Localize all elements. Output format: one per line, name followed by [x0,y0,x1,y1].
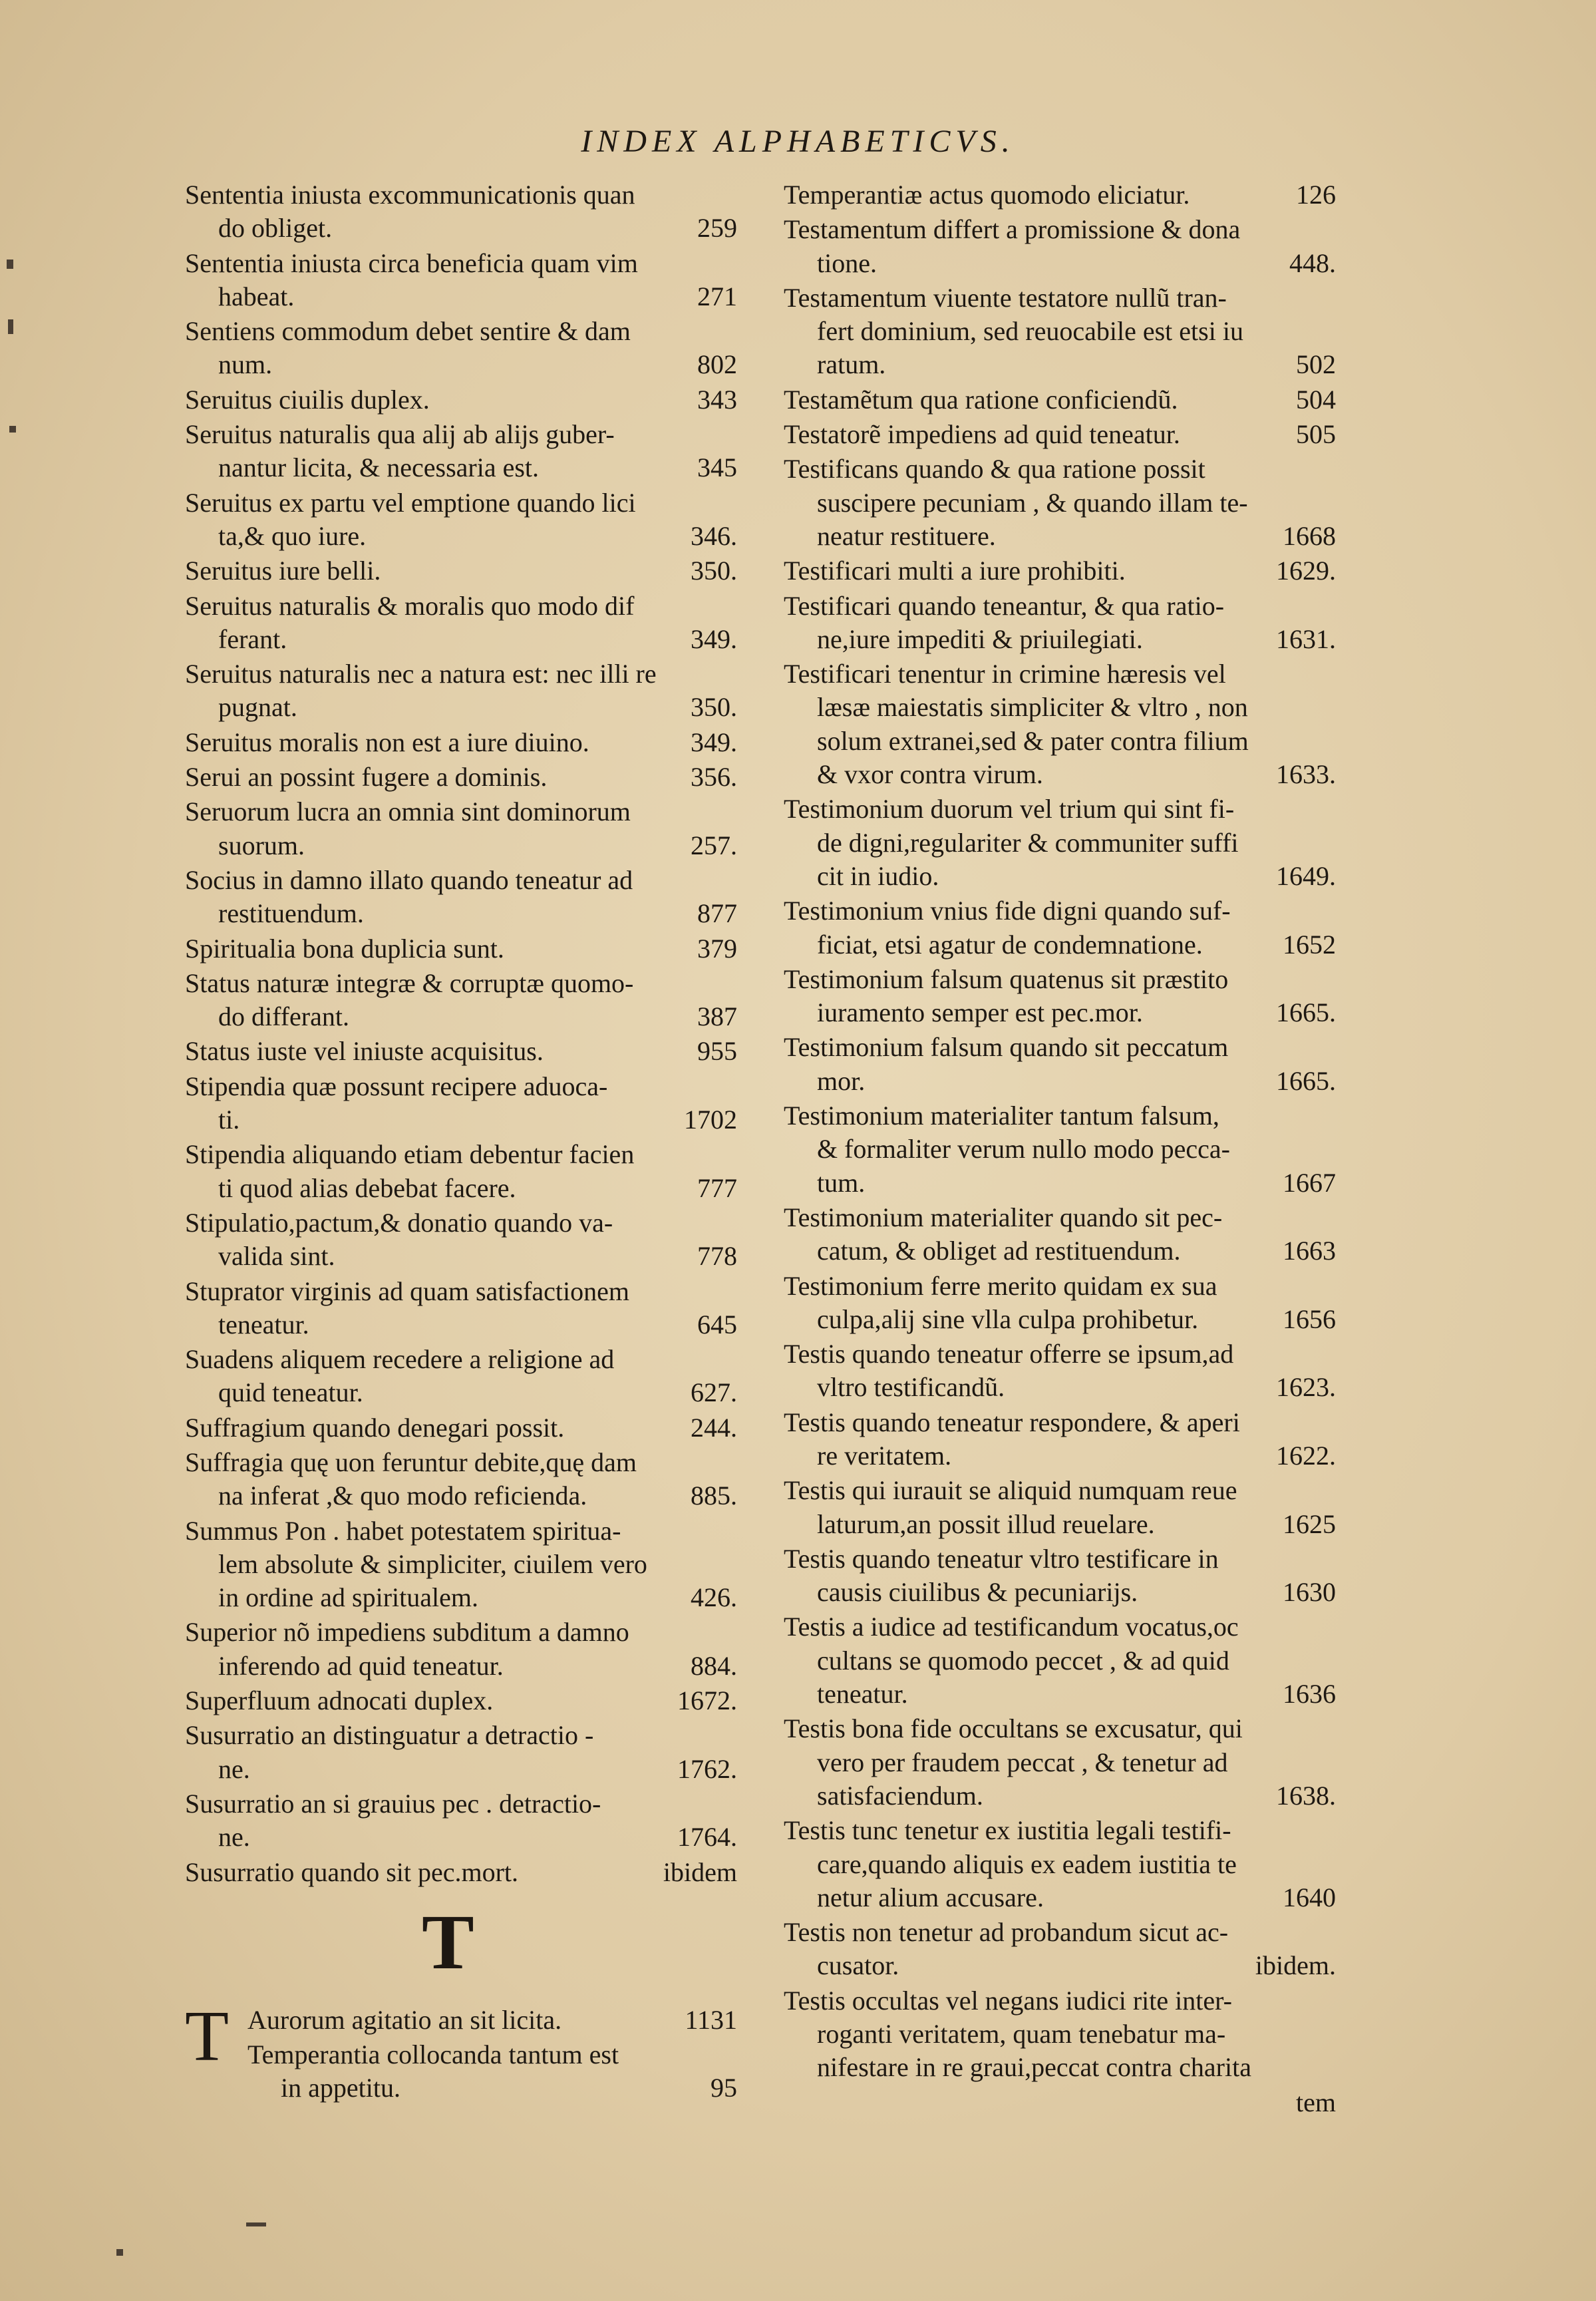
entry-line: neatur restituere. [817,520,996,551]
entry-line: teneatur. [218,1309,309,1339]
entry-line: Susurratio an si grauius pec . detractio- [185,1788,601,1819]
entry-line: Seruitus moralis non est a iure diuino. [185,727,589,757]
index-entry [185,657,737,725]
entry-line: causis ciuilibus & pecuniarijs. [817,1577,1138,1608]
index-entry [185,1514,737,1615]
entry-line: Stuprator virginis ad quam satisfactionem [185,1276,630,1306]
entry-line: Sentiens commodum debet sentire & dam [185,316,631,347]
entry-line: Testificari tenentur in crimine hæresis vel [784,659,1226,689]
section-letter: T [422,1898,474,1986]
entry-line: Seruitus naturalis nec a natura est: nec illi re [185,659,657,689]
entry-line: Susurratio an distinguatur a detractio - [185,1720,594,1751]
entry-line: tione. [817,248,877,278]
margin-ink-mark [7,260,13,269]
index-entry [784,1610,1336,1711]
index-entry [784,213,1336,280]
page-reference: 349. [691,727,737,757]
page-reference: 257. [691,830,737,860]
page-reference: 1649. [1276,860,1336,891]
entry-line: Seruitus ex partu vel emptione quando lici [185,487,636,518]
page-reference: 502 [1296,349,1336,380]
index-entry [185,1070,737,1137]
entry-line: Summus Pon . habet potestatem spiritua- [185,1515,621,1546]
page-reference: 1665. [1276,997,1336,1028]
entry-line: Testimonium falsum quando sit peccatum [784,1032,1229,1063]
index-entry [784,1542,1336,1610]
index-entry [784,1984,1336,2085]
entry-line: ratum. [817,349,886,380]
entry-line: Seruitus iure belli. [185,556,381,586]
right-column [784,178,1336,2119]
entry-line: Sententia iniusta circa beneficia quam vim [185,248,638,278]
index-entry [784,1814,1336,1914]
entry-line: ta,& quo iure. [218,520,367,551]
index-entry [784,793,1336,893]
entry-line: ne,iure impediti & priuilegiati. [817,623,1143,654]
index-entry [784,1201,1336,1268]
ink-blot [116,2249,123,2256]
entry-line: restituendum. [218,898,364,929]
entry-line: Testificari quando teneantur, & qua ratio- [784,590,1225,621]
entry-line: Sententia iniusta excommunicationis quan [185,180,635,210]
page-reference: 777 [697,1172,737,1203]
index-entry [185,1206,737,1274]
entry-line: Stipendia aliquando etiam debentur facien [185,1139,635,1170]
drop-cap: T [185,1996,229,2076]
page-reference: 802 [697,349,737,380]
right-entry-list [784,178,1336,2085]
entry-line: ne. [218,1822,250,1853]
entry-line: cusator. [817,1950,899,1981]
entry-line: Testatorẽ impediens ad quid teneatur. [784,419,1180,450]
entry-line: Spiritualia bona duplicia sunt. [185,933,504,964]
page-reference: 1672. [677,1685,737,1716]
entry-line: in ordine ad spiritualem. [218,1582,479,1613]
entry-line: ti quod alias debebat facere. [218,1172,516,1203]
entry-line: Testimonium materialiter quando sit pec- [784,1202,1223,1232]
entry-line: Testis bona fide occultans se excusatur, qui [784,1713,1243,1744]
page-reference: 426. [691,1582,737,1613]
entry-line: netur alium accusare. [817,1882,1044,1912]
entry-line: Testis quando teneatur offerre se ipsum,ad [784,1339,1234,1369]
page-reference: 356. [691,762,737,793]
entry-line: Testis a iudice ad testificandum vocatus,oc [784,1612,1239,1642]
index-entry [185,1616,737,1683]
index-entry [185,2038,737,2105]
index-entry [784,590,1336,657]
entry-line: Testamentum viuente testatore nullũ tran- [784,282,1227,313]
index-entry [784,554,1336,588]
index-entry [784,1099,1336,1200]
page-reference: 1622. [1276,1440,1336,1471]
entry-line: vltro testificandũ. [817,1372,1005,1403]
entry-line: Testis tunc tenetur ex iustitia legali testifi- [784,1815,1231,1846]
page-reference: 1667 [1283,1167,1336,1198]
entry-line: Testamẽtum qua ratione conficiendũ. [784,384,1178,415]
running-header: INDEX ALPHABETICVS. [581,124,1015,159]
page-reference: 345 [697,452,737,483]
index-entry [185,726,737,759]
page-reference: 1668 [1283,520,1336,551]
index-entry [784,178,1336,212]
entry-line: Seruitus ciuilis duplex. [185,384,430,415]
entry-line: in appetitu. [281,2073,400,2103]
page-reference: 505 [1296,419,1336,450]
page-reference: 1656 [1283,1304,1336,1334]
page-reference: 1636 [1283,1679,1336,1709]
index-entry [185,1275,737,1342]
page-reference: 1630 [1283,1577,1336,1608]
index-entry [784,963,1336,1030]
entry-line: culpa,alij sine vlla culpa prohibetur. [817,1304,1199,1334]
page-reference: 1640 [1283,1882,1336,1912]
index-entry [185,418,737,485]
page-reference: 95 [711,2073,737,2103]
index-entry [784,1337,1336,1405]
index-entry [784,894,1336,962]
entry-line: care,quando aliquis ex eadem iustitia te [817,1849,1237,1879]
left-column [185,178,737,2107]
page-reference: 387 [697,1001,737,1032]
entry-line: do obliget. [218,213,333,244]
entry-line: Suadens aliquem recedere a religione ad [185,1344,615,1375]
entry-line: iuramento semper est pec.mor. [817,997,1143,1028]
entry-line: Superfluum adnocati duplex. [185,1685,494,1716]
page-reference: 350. [691,556,737,586]
catchword: tem [1296,2087,1336,2117]
entry-line: & vxor contra virum. [817,759,1043,790]
entry-line: Testimonium falsum quatenus sit præstito [784,964,1229,994]
entry-line: ficiat, etsi agatur de condemnatione. [817,929,1203,960]
entry-line: Testamentum differt a promissione & dona [784,214,1241,245]
entry-line: Stipulatio,pactum,& donatio quando va- [185,1207,613,1238]
entry-line: suorum. [218,830,305,860]
margin-ink-mark [9,426,16,433]
entry-line: nifestare in re graui,peccat contra charita [817,2052,1251,2083]
entry-line: Testificari multi a iure prohibiti. [784,556,1126,586]
page-reference: 259 [697,213,737,244]
page-reference: 350. [691,692,737,723]
entry-line: suscipere pecuniam , & quando illam te- [817,487,1248,518]
page-reference: 1631. [1276,623,1336,654]
entry-line: inferendo ad quid teneatur. [218,1650,504,1681]
index-entry [185,932,737,966]
entry-line: pugnat. [218,692,297,723]
index-entry [784,281,1336,382]
index-entry [185,315,737,382]
entry-line: Temperantia collocanda tantum est [247,2039,619,2070]
index-entry [185,1719,737,1786]
section-break [185,1890,737,2004]
page-reference: 379 [697,933,737,964]
entry-line: Suffragia quę uon feruntur debite,quę dam [185,1447,637,1477]
index-entry [185,761,737,794]
entry-line: Testis occultas vel negans iudici rite inter- [784,1985,1232,2016]
entry-line: Stipendia quæ possunt recipere aduoca- [185,1071,608,1101]
entry-line: Testimonium vnius fide digni quando suf- [784,896,1231,926]
entry-line: ti. [218,1105,240,1135]
page-reference: 349. [691,623,737,654]
entry-line: habeat. [218,281,295,311]
entry-line: ne. [218,1753,250,1784]
entry-line: Suffragium quando denegari possit. [185,1412,565,1443]
page-reference: 126 [1296,180,1336,210]
entry-line: tum. [817,1167,866,1198]
index-entry [185,1684,737,1717]
entry-line: laturum,an possit illud reuelare. [817,1508,1155,1539]
index-entry [185,590,737,657]
entry-line: Testimonium materialiter tantum falsum, [784,1101,1219,1131]
entry-line: lem absolute & simpliciter, ciuilem vero [218,1548,647,1579]
entry-line: Testimonium ferre merito quidam ex sua [784,1270,1217,1301]
page-reference: 343 [697,384,737,415]
page-reference: 877 [697,898,737,929]
page-reference: 1633. [1276,759,1336,790]
entry-line: mor. [817,1065,866,1096]
index-entry [784,1031,1336,1098]
t-section-entries [185,1996,737,2105]
page-reference: ibidem. [1255,1950,1336,1981]
entry-line: cultans se quomodo peccet , & ad quid [817,1645,1229,1676]
entry-line: valida sint. [218,1241,335,1272]
entry-line: re veritatem. [817,1440,952,1471]
index-entry [185,1787,737,1855]
entry-line: quid teneatur. [218,1377,363,1408]
index-entry [185,554,737,588]
index-entry [185,1343,737,1410]
entry-line: catum, & obliget ad restituendum. [817,1236,1181,1266]
index-entry [185,1138,737,1205]
entry-line: Superior nõ impediens subditum a damno [185,1617,629,1648]
entry-line: satisfaciendum. [817,1780,983,1811]
entry-line: Aurorum agitatio an sit licita. [247,2004,562,2035]
entry-line: cit in iudio. [817,860,939,891]
entry-line: Susurratio quando sit pec.mort. [185,1857,519,1887]
page-reference: 504 [1296,384,1336,415]
page-reference: 1652 [1283,929,1336,960]
entry-line: Testimonium duorum vel trium qui sint fi- [784,794,1235,824]
entry-line: Status iuste vel iniuste acquisitus. [185,1036,544,1067]
index-entry [185,795,737,862]
index-entry [784,1270,1336,1337]
entry-line: Seruitus naturalis & moralis quo modo dif [185,590,635,621]
index-entry [185,1411,737,1445]
entry-line: roganti veritatem, quam tenebatur ma- [817,2019,1226,2049]
ink-blot [246,2222,266,2226]
page-reference: 1764. [677,1822,737,1853]
entry-line: fert dominium, sed reuocabile est etsi iu [817,316,1243,347]
index-entry [185,1035,737,1068]
index-entry [784,1474,1336,1541]
page-reference: ibidem [663,1857,737,1887]
page-reference: 1702 [684,1105,737,1135]
page-reference: 955 [697,1036,737,1067]
entry-line: Testis quando teneatur vltro testificare in [784,1543,1219,1574]
page-reference: 645 [697,1309,737,1339]
entry-line: Testificans quando & qua ratione possit [784,454,1205,484]
page-reference: 627. [691,1377,737,1408]
page-reference: 1762. [677,1753,737,1784]
entry-line: vero per fraudem peccat , & tenetur ad [817,1747,1228,1777]
index-entry [784,657,1336,791]
entry-line: na inferat ,& quo modo reficienda. [218,1481,587,1511]
index-entry [784,1916,1336,1983]
index-entry [784,383,1336,417]
page-reference: 1638. [1276,1780,1336,1811]
page-reference: 244. [691,1412,737,1443]
index-entry [185,1856,737,1889]
entry-line: Seruitus naturalis qua alij ab alijs guber- [185,419,615,450]
page-reference: 448. [1289,248,1336,278]
page-reference: 885. [691,1481,737,1511]
page-reference: 884. [691,1650,737,1681]
index-entry [185,383,737,417]
entry-line: solum extranei,sed & pater contra filium [817,725,1249,756]
index-entry [185,178,737,246]
entry-line: Status naturæ integræ & corruptæ quomo- [185,968,634,998]
left-entry-list [185,178,737,1889]
entry-line: Serui an possint fugere a dominis. [185,762,548,793]
entry-line: de digni,regulariter & communiter suffi [817,827,1239,858]
page-reference: 1131 [685,2004,737,2035]
page-reference: 1663 [1283,1236,1336,1266]
index-entry [185,247,737,314]
entry-line: Seruorum lucra an omnia sint dominorum [185,796,631,827]
entry-line: & formaliter verum nullo modo pecca- [817,1134,1230,1164]
entry-line: Testis qui iurauit se aliquid numquam reue [784,1475,1237,1506]
index-entry [784,452,1336,553]
margin-ink-mark [8,319,13,334]
index-entry [784,1406,1336,1473]
entry-line: Temperantiæ actus quomodo eliciatur. [784,180,1190,210]
entry-line: ferant. [218,623,287,654]
entry-line: læsæ maiestatis simpliciter & vltro , non [817,692,1248,723]
page-reference: 346. [691,520,737,551]
entry-line: Socius in damno illato quando teneatur ad [185,864,633,895]
index-entry [185,1446,737,1513]
entry-line: num. [218,349,273,380]
entry-line: do differant. [218,1001,349,1032]
index-entry [784,418,1336,451]
index-entry [185,864,737,931]
entry-line: nantur licita, & necessaria est. [218,452,540,483]
page-reference: 778 [697,1241,737,1272]
page-reference: 1629. [1276,556,1336,586]
page-reference: 1665. [1276,1065,1336,1096]
index-entry [784,1712,1336,1813]
entry-line: Testis quando teneatur respondere, & aperi [784,1407,1240,1437]
entry-line: Testis non tenetur ad probandum sicut ac- [784,1917,1229,1948]
index-entry [185,486,737,554]
page-reference: 1625 [1283,1508,1336,1539]
page-reference: 271 [697,281,737,311]
index-entry [185,967,737,1034]
entry-line: teneatur. [817,1679,908,1709]
page-reference: 1623. [1276,1372,1336,1403]
